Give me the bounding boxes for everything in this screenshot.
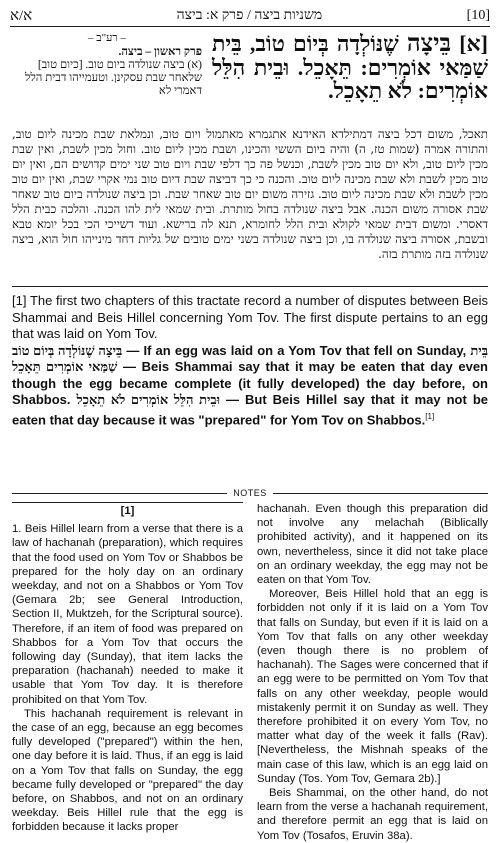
notes-label: NOTES	[233, 488, 267, 498]
page-header	[10, 6, 490, 27]
bartenura-commentary	[12, 127, 488, 287]
translation	[12, 293, 488, 428]
note-paragraph: This hachanah requirement is relevant in the case of an egg, because an egg becomes fully developed ("prepared") within the hen, one day before it is laid. Thus, if an egg is laid on a Yom Tov that falls on Sunday, the egg became fully developed or "prepared" the day before, on Shabbos, and not on an ordinary weekday. Beis Hillel rule that the egg is forbidden because it lacks proper	[12, 707, 243, 834]
mishnah-text	[212, 32, 488, 102]
footnote-ref: [1]	[425, 411, 435, 421]
note-number: [1]	[120, 505, 135, 517]
note-paragraph: Moreover, Beis Hillel hold that an egg is forbidden not only if it is laid on a Yom Tov that falls on Sunday, but even if it is laid on a Yom Tov that falls on any other weekday (even though there is no problem of hachanah). The Sages were concerned that if an egg were to be permitted on Yom Tov that falls on any other weekday, people would mistakenly permit it on Sunday as well. They therefore prohibited it on every Yom Tov, no matter what day of the week it falls (Rav). [Nevertheless, the Mishnah speaks of the main case of this law, which is an egg laid on Sunday (Tos. Yom Tov, Gemara 2b).]	[257, 588, 488, 785]
notes-divider	[12, 487, 488, 499]
mishnah-marker: [א]	[459, 31, 488, 56]
commentary-title: – רע"ב –	[88, 32, 126, 44]
bartenura-text: תאכל, משום דכל ביצה דמתילדא האידנא אתגמרא מאתמול ויום טוב, ונמלאת שבת מכינה ליום טוב, והתורה אמרה (שמות טז, ה) והיה ביום הששי והכינו, ושבת מכין ליום טוב. וחול מכין לשבת, ואין שבת מכין ליום טוב, ולא יום טוב מכין לשבת, וכנשל פה כך דלפי שבת ויום טוב שני ימים קדושים הם, ואין יום טוב מכין לשבת ולא שבת מכינה ליום טוב. והכנה כי כך דביצה שבת דיום טוב נמי אקרי שבת, ואין יום טוב מכין לשבת ולא שבת מכינה ליום טוב. גזירה משום יום טוב שאחר שבת. וכן ביצה שנולדה ביום טוב שאחר שבת אסורה משום הכנה. אבל ביצה שנולדה בחול מותרת. ובית שמאי לית להו הכנה. והלכה כבית הלל דאסרי. ומשום דבית שמאי לקולא ובית הלל לחומרא, תנא לה ברישא. ועוד דשייכי הכי בכל יומא טבא ובשבת, אסורה ביצה שנולדה בו, וכן ביצה שנולדה בשני ימים טובים של גליות דחד מינייהו חול הוא, ביצה שנולדה בזה מותרת בזה.	[12, 127, 488, 261]
mishnah-body: שֶׁנּוֹלְדָה בְּיוֹם טוֹב, בֵּית שַׁמַּאי אוֹמְרִים: תֵּאָכֵל. וּבֵית הִלֵּל אוֹמְרִים: לֹא תֵאָכֵל.	[212, 31, 488, 103]
commentary-heading: פרק ראשון – ביצה.	[118, 46, 202, 58]
hebrew-phrase-1: בֵּיצָה שֶׁנּוֹלְדָה בְּיוֹם טוֹב	[12, 342, 123, 358]
commentary-text: (א) ביצה שנולדה ביום טוב. [כיום טוב] שלאחר שבת עסקינן. וטעמייהו דבית הלל דאמרי לא	[25, 59, 202, 97]
note-paragraph: Beis Shammai, on the other hand, do not learn from the verse a hachanah requirement, and therefore permit an egg that is laid on Yom Tov (Tosafos, Eruvin 38a).	[257, 787, 488, 842]
section-mark: א/א	[10, 7, 33, 24]
translation-phrase-1: — If an egg was laid on a Yom Tov that fell on Sunday,	[122, 342, 467, 358]
notes	[12, 502, 488, 842]
translation-phrase-2: — Beis Shammai say that it may be eaten that day even though the egg became complete (it fully developed) the day before, on Shabbos.	[12, 359, 488, 407]
notes-column-right	[257, 502, 488, 842]
page-number: [10]	[466, 8, 490, 23]
note-paragraph: 1. Beis Hillel learn from a verse that there is a law of hachanah (preparation), which requires that the food used on Yom Tov or Shabbos be prepared for the holy day on an ordinary weekday, and not on a Shabbos or Yom Tov (Gemara 2b; see General Introduction, Section II, Muktzeh, for the Scriptural source). Therefore, if an item of food was prepared on Shabbos for a Yom Tov that occurs the following day (Sunday), that item lacks the preparation (hachanah) needed to make it usable that Yom Tov day. It is therefore prohibited on that Yom Tov.	[12, 523, 243, 706]
running-title: משניות ביצה / פרק א: ביצה	[176, 8, 323, 23]
side-commentary	[12, 46, 202, 98]
note-paragraph: hachanah. Even though this preparation did not involve any melachah (Biblically prohibited activity), and it happened on its own, nevertheless, since it did not take place on an ordinary weekday, the egg may not be eaten on that Yom Tov.	[257, 503, 488, 587]
hebrew-phrase-2: בֵּית שַׁמַּאי אוֹמְרִים תֵּאָכֵל	[12, 342, 488, 374]
translation-body	[12, 343, 488, 429]
notes-column-left	[12, 502, 243, 834]
hebrew-phrase-3: וּבֵית הִלֵּל אוֹמְרִים לֹא תֵאָכֵל	[76, 392, 221, 407]
mishnah-first-word: בֵּיצָה	[406, 31, 452, 57]
translation-phrase-3: — But Beis Hillel say that it may not be eaten that day because it was "prepared" for Yom Tov on Shabbos.	[12, 392, 488, 427]
translation-intro: [1] The first two chapters of this tractate record a number of disputes between Beis Shammai and Beis Hillel concerning Yom Tov. The first dispute pertains to an egg that was laid on Yom Tov.	[12, 293, 488, 341]
